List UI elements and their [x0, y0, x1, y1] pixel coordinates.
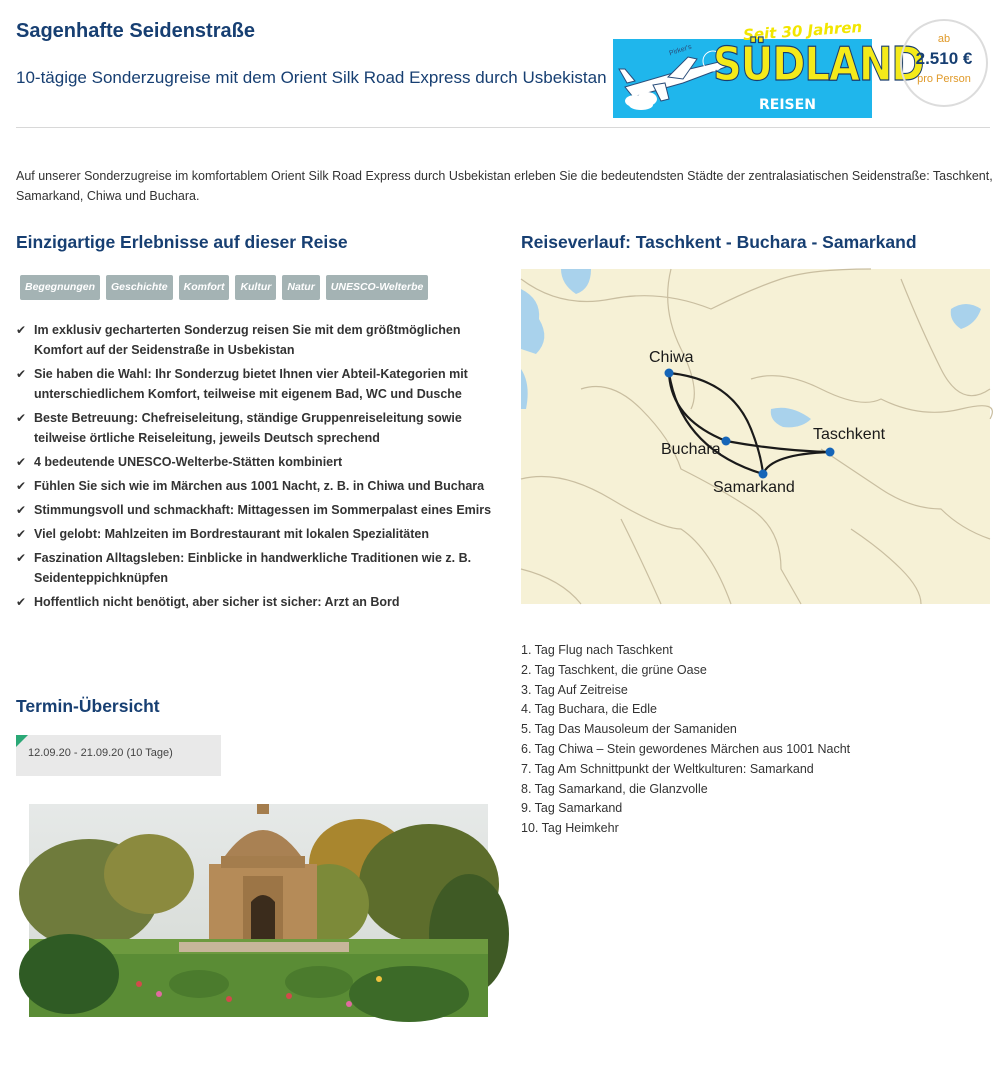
highlight-text: Fühlen Sie sich wie im Märchen aus 1001 Nacht, z. B. in Chiwa und Buchara — [34, 479, 485, 493]
itinerary-day[interactable]: 9. Tag Samarkand — [521, 801, 623, 816]
highlight-text: Beste Betreuung: Chefreiseleitung, ständige Gruppenreiseleitung sowie teilweise örtliche Reiseleitung, jeweils Deutsch sprechend — [34, 411, 462, 445]
suedland-logo[interactable] — [613, 17, 924, 128]
highlight-text: Sie haben die Wahl: Ihr Sonderzug bietet Ihnen vier Abteil-Kategorien mit unterschiedlichem Komfort, teilweise mit eigenem Bad, WC und Dusche — [34, 367, 468, 401]
check-icon: ✔ — [16, 551, 27, 565]
logo-plane-text: Pirker's — [668, 43, 693, 58]
mausoleum-photo — [29, 804, 488, 1017]
check-icon: ✔ — [16, 323, 27, 337]
route-map[interactable] — [521, 269, 990, 604]
list-item — [16, 548, 494, 588]
itinerary-day[interactable]: 8. Tag Samarkand, die Glanzvolle — [521, 781, 708, 796]
itinerary-day[interactable]: 7. Tag Am Schnittpunkt der Weltkulturen: Samarkand — [521, 761, 814, 776]
highlight-text: Viel gelobt: Mahlzeiten im Bordrestaurant mit lokalen Spezialitäten — [34, 527, 429, 541]
page-subtitle: 10-tägige Sonderzugreise mit dem Orient Silk Road Express durch Usbekistan — [16, 68, 607, 87]
date-text: 12.09.20 - 21.09.20 (10 Tage) — [28, 747, 173, 759]
tag-kultur[interactable]: Kultur — [235, 275, 276, 300]
page-title: Sagenhafte Seidenstraße — [16, 20, 255, 42]
price-prefix: ab — [937, 33, 951, 45]
logo-sub-suffix: Ges.m.b.H. — [759, 118, 815, 128]
uzbekistan-map — [521, 269, 990, 604]
tag-begegnungen[interactable]: Begegnungen — [20, 275, 100, 300]
check-icon: ✔ — [16, 455, 27, 469]
price-unit: pro Person — [917, 73, 971, 85]
corner-marker-icon — [16, 735, 28, 747]
itinerary-list — [521, 641, 850, 839]
list-item — [16, 452, 494, 472]
map-label-samarkand: Samarkand — [713, 479, 795, 496]
check-icon: ✔ — [16, 527, 27, 541]
tag-natur[interactable]: Natur — [282, 275, 319, 300]
highlight-text: Hoffentlich nicht benötigt, aber sicher ist sicher: Arzt an Bord — [34, 595, 400, 609]
itinerary-day[interactable]: 1. Tag Flug nach Taschkent — [521, 643, 673, 657]
check-icon: ✔ — [16, 595, 27, 609]
list-item — [16, 320, 494, 360]
list-item — [16, 476, 494, 496]
tag-list — [20, 275, 428, 300]
highlights-list — [16, 320, 494, 616]
list-item — [16, 364, 494, 404]
check-icon: ✔ — [16, 367, 27, 381]
intro-text: Auf unserer Sonderzugreise im komfortablem Orient Silk Road Express durch Usbekistan erleben Sie die bedeutendsten Städte der zentralasiatischen Seidenstraße: Taschkent, Samarkand, Chiwa und Buchara. — [16, 169, 993, 203]
itinerary-day[interactable]: 4. Tag Buchara, die Edle — [521, 702, 657, 717]
list-item — [16, 592, 494, 612]
logo-brand: SÜDLAND — [713, 38, 924, 92]
itinerary-day[interactable]: 2. Tag Taschkent, die grüne Oase — [521, 662, 707, 677]
check-icon: ✔ — [16, 503, 27, 517]
tag-unesco-welterbe[interactable]: UNESCO-Welterbe — [326, 275, 429, 300]
logo-sub — [759, 97, 872, 129]
check-icon: ✔ — [16, 411, 27, 425]
logo-sub-text: REISEN — [759, 97, 816, 113]
map-label-taschkent: Taschkent — [813, 426, 886, 443]
list-item — [16, 500, 494, 520]
highlight-text: Faszination Alltagsleben: Einblicke in handwerkliche Traditionen wie z. B. Seidenteppichknüpfen — [34, 551, 472, 585]
date-option[interactable] — [16, 735, 221, 776]
check-icon: ✔ — [16, 479, 27, 493]
highlights-heading: Einzigartige Erlebnisse auf dieser Reise — [16, 232, 348, 252]
tag-geschichte[interactable]: Geschichte — [106, 275, 173, 300]
price-value: 2.510 € — [915, 49, 973, 68]
route-heading: Reiseverlauf: Taschkent - Buchara - Samarkand — [521, 232, 917, 252]
itinerary-day[interactable]: 10. Tag Heimkehr — [521, 821, 619, 836]
map-label-chiwa: Chiwa — [649, 349, 694, 366]
tag-komfort[interactable]: Komfort — [179, 275, 230, 300]
logo-tagline: Seit 30 Jahren — [742, 17, 863, 45]
list-item — [16, 524, 494, 544]
itinerary-day[interactable]: 6. Tag Chiwa – Stein gewordenes Märchen aus 1001 Nacht — [521, 741, 851, 756]
map-label-buchara: Buchara — [661, 441, 721, 458]
dates-heading: Termin-Übersicht — [16, 696, 160, 716]
highlight-text: Im exklusiv gecharterten Sonderzug reisen Sie mit dem größtmöglichen Komfort auf der Seidenstraße in Usbekistan — [34, 323, 461, 357]
price-badge — [900, 19, 988, 107]
highlight-text: 4 bedeutende UNESCO-Welterbe-Stätten kombiniert — [34, 455, 343, 469]
page-header — [16, 0, 990, 128]
highlight-text: Stimmungsvoll und schmackhaft: Mittagessen im Sommerpalast eines Emirs — [34, 503, 492, 517]
samanid-mausoleum-image — [29, 804, 488, 1017]
itinerary-day[interactable]: 5. Tag Das Mausoleum der Samaniden — [521, 722, 737, 737]
itinerary-day[interactable]: 3. Tag Auf Zeitreise — [521, 682, 628, 697]
list-item — [16, 408, 494, 448]
